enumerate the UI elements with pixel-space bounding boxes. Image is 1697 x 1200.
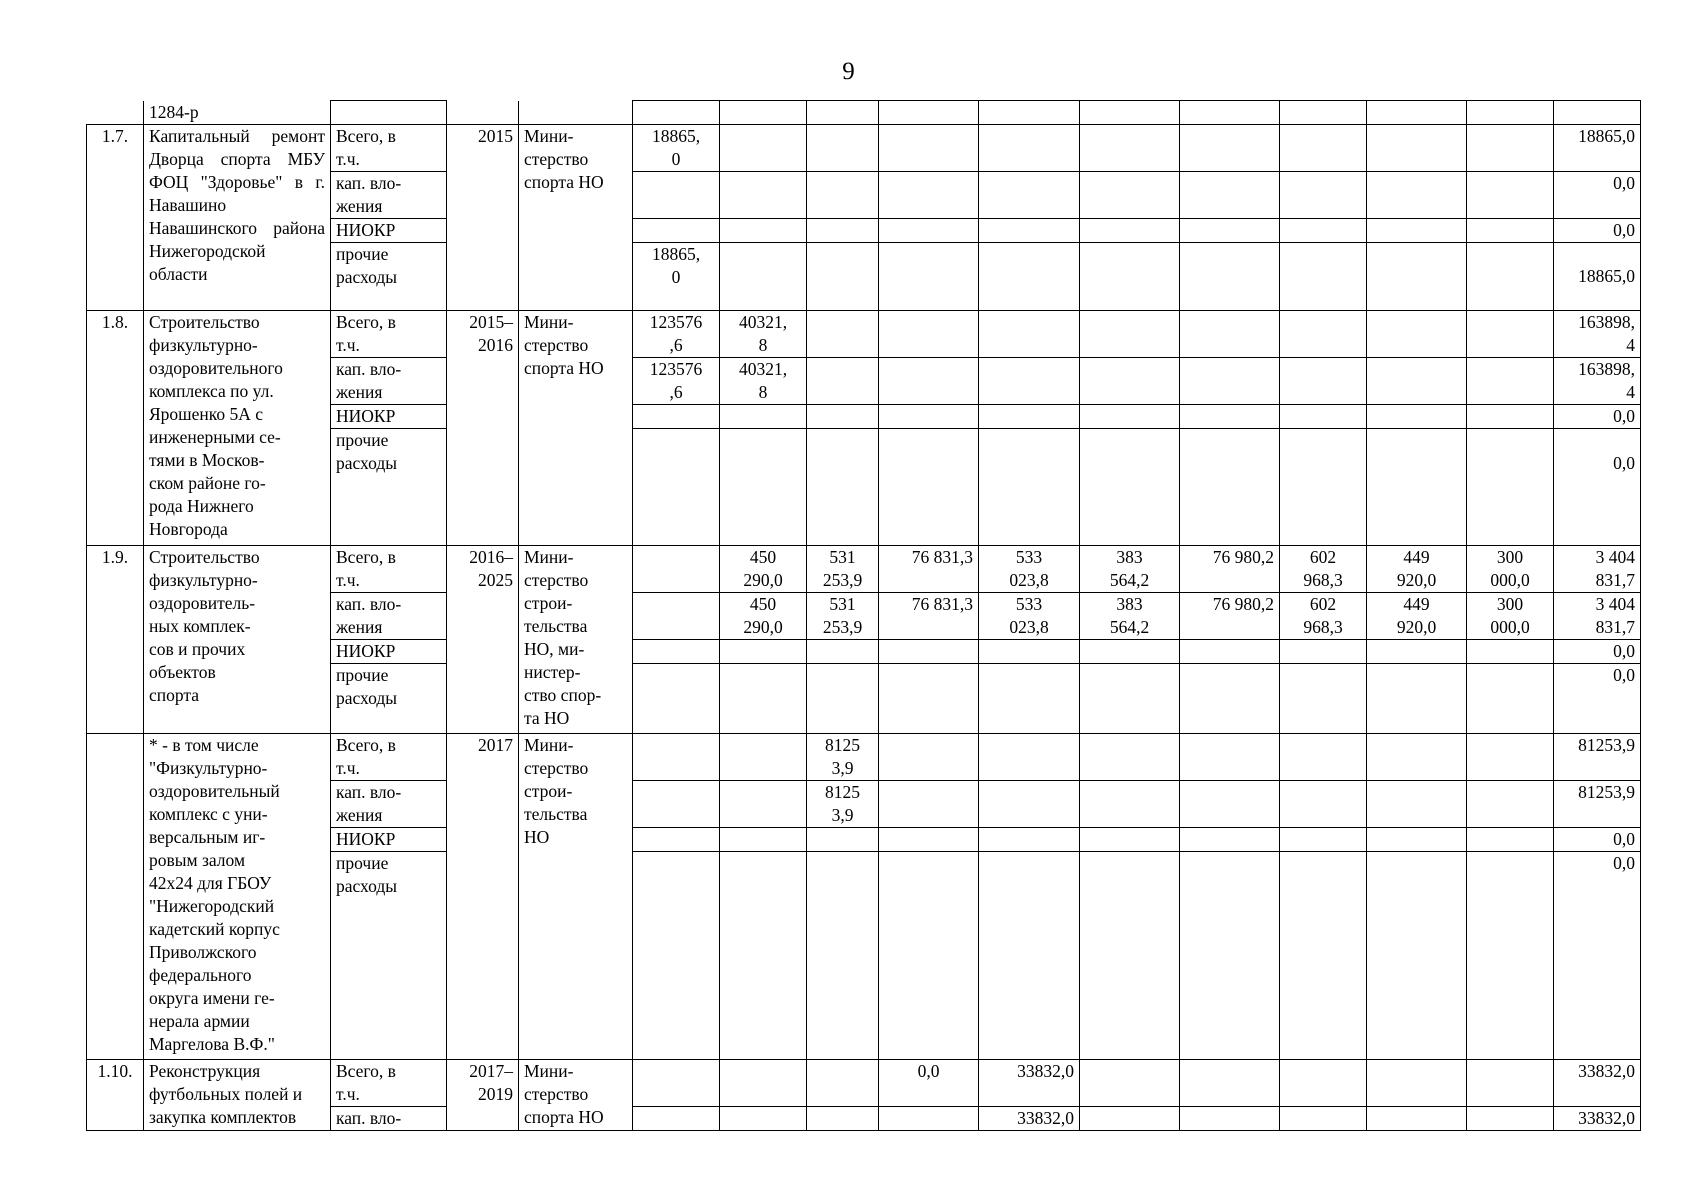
table-row: [87, 1060, 1641, 1107]
row-number: 1.7.: [87, 125, 144, 311]
total-cell: 163898, 4: [1554, 358, 1641, 405]
project-name: * - в том числе "Физкультурно- оздоровительный комплекс с уни- версальным иг- ровым залом 42х24 для ГБОУ "Нижегородский кадетский корпус Приволжского федерального округа имени ге- нерала армии Маргелова В.Ф.": [144, 734, 331, 1060]
budget-table: [86, 100, 1641, 1131]
value-cell: 449 920,0: [1367, 593, 1467, 640]
value-cell: 602 968,3: [1280, 593, 1367, 640]
value-cell: 450 290,0: [720, 546, 807, 593]
doc-ref: 1284-р: [144, 101, 331, 125]
value-cell: 76 980,2: [1180, 593, 1280, 640]
value-cell: 300 000,0: [1467, 593, 1554, 640]
total-cell: 81253,9: [1554, 734, 1641, 781]
years: 2015– 2016: [447, 311, 519, 546]
subrow-label: прочие расходы: [331, 664, 447, 734]
value-cell: 531 253,9: [807, 593, 879, 640]
value-cell: 76 831,3: [879, 546, 979, 593]
total-cell: 3 404 831,7: [1554, 593, 1641, 640]
total-cell: 0,0: [1554, 405, 1641, 429]
total-cell: 33832,0: [1554, 1060, 1641, 1107]
subrow-label: прочие расходы: [331, 243, 447, 311]
project-name: Строительство физкультурно- оздоровитель- ных комплек- сов и прочих объектов спорта: [144, 546, 331, 734]
total-cell: 18865,0: [1554, 243, 1641, 311]
project-name: Капитальный ремонт Дворца спорта МБУ ФОЦ "Здоровье" в г. Навашино Навашинского района Нижегородской области: [144, 125, 331, 311]
value-cell: 383 564,2: [1080, 546, 1180, 593]
executor: Мини- стерство спорта НО: [519, 311, 633, 546]
executor: Мини- стерство спорта НО: [519, 125, 633, 311]
total-cell: 81253,9: [1554, 781, 1641, 828]
value-cell: 449 920,0: [1367, 546, 1467, 593]
subrow-label: прочие расходы: [331, 429, 447, 546]
page-number: 9: [842, 58, 855, 85]
value-cell: 602 968,3: [1280, 546, 1367, 593]
years: 2016– 2025: [447, 546, 519, 734]
subrow-label: прочие расходы: [331, 852, 447, 1060]
total-cell: 0,0: [1554, 828, 1641, 852]
project-name: Строительство физкультурно- оздоровительного комплекса по ул. Ярошенко 5А с инженерными се- тями в Москов- ском районе го- рода Нижнего Новгорода: [144, 311, 331, 546]
subrow-label: кап. вло- жения: [331, 358, 447, 405]
subrow-label: кап. вло- жения: [331, 172, 447, 219]
subrow-label: кап. вло- жения: [331, 781, 447, 828]
subrow-label: Всего, в т.ч.: [331, 1060, 447, 1107]
executor: Мини- стерство спорта НО: [519, 1060, 633, 1131]
value-cell: 383 564,2: [1080, 593, 1180, 640]
value-cell: 0,0: [879, 1060, 979, 1107]
subrow-label: кап. вло- жения: [331, 593, 447, 640]
subrow-label: Всего, в т.ч.: [331, 734, 447, 781]
table-row: [87, 125, 1641, 172]
subrow-label: НИОКР: [331, 828, 447, 852]
subrow-label: НИОКР: [331, 405, 447, 429]
years: 2017– 2019: [447, 1060, 519, 1131]
subrow-label: НИОКР: [331, 219, 447, 243]
total-cell: 18865,0: [1554, 125, 1641, 172]
value-cell: 40321, 8: [720, 311, 807, 358]
value-cell: 8125 3,9: [807, 781, 879, 828]
value-cell: 33832,0: [979, 1107, 1080, 1131]
row-number: 1.9.: [87, 546, 144, 734]
years: 2017: [447, 734, 519, 1060]
subrow-label: НИОКР: [331, 640, 447, 664]
subrow-label: Всего, в т.ч.: [331, 546, 447, 593]
total-cell: 0,0: [1554, 172, 1641, 219]
subrow-label: кап. вло-: [331, 1107, 447, 1131]
total-cell: 163898, 4: [1554, 311, 1641, 358]
project-name: Реконструкция футбольных полей и закупка комплектов: [144, 1060, 331, 1131]
subrow-label: Всего, в т.ч.: [331, 311, 447, 358]
value-cell: 76 831,3: [879, 593, 979, 640]
value-cell: 533 023,8: [979, 546, 1080, 593]
row-number: 1.8.: [87, 311, 144, 546]
total-cell: 33832,0: [1554, 1107, 1641, 1131]
subrow-label: Всего, в т.ч.: [331, 125, 447, 172]
value-cell: 123576 ,6: [633, 358, 720, 405]
total-cell: 0,0: [1554, 640, 1641, 664]
value-cell: 450 290,0: [720, 593, 807, 640]
row-number: 1.10.: [87, 1060, 144, 1131]
total-cell: 0,0: [1554, 852, 1641, 1060]
table-row: [87, 101, 1641, 125]
value-cell: 40321, 8: [720, 358, 807, 405]
table-row: [87, 734, 1641, 781]
table-row: [87, 546, 1641, 593]
value-cell: 531 253,9: [807, 546, 879, 593]
executor: Мини- стерство строи- тельства НО: [519, 734, 633, 1060]
value-cell: 33832,0: [979, 1060, 1080, 1107]
value-cell: 123576 ,6: [633, 311, 720, 358]
value-cell: 18865, 0: [633, 243, 720, 311]
value-cell: 18865, 0: [633, 125, 720, 172]
table-row: [87, 311, 1641, 358]
years: 2015: [447, 125, 519, 311]
value-cell: 533 023,8: [979, 593, 1080, 640]
total-cell: 0,0: [1554, 664, 1641, 734]
value-cell: 76 980,2: [1180, 546, 1280, 593]
total-cell: 3 404 831,7: [1554, 546, 1641, 593]
total-cell: 0,0: [1554, 219, 1641, 243]
total-cell: 0,0: [1554, 429, 1641, 546]
value-cell: 8125 3,9: [807, 734, 879, 781]
executor: Мини- стерство строи- тельства НО, ми- нистер- ство спор- та НО: [519, 546, 633, 734]
value-cell: 300 000,0: [1467, 546, 1554, 593]
